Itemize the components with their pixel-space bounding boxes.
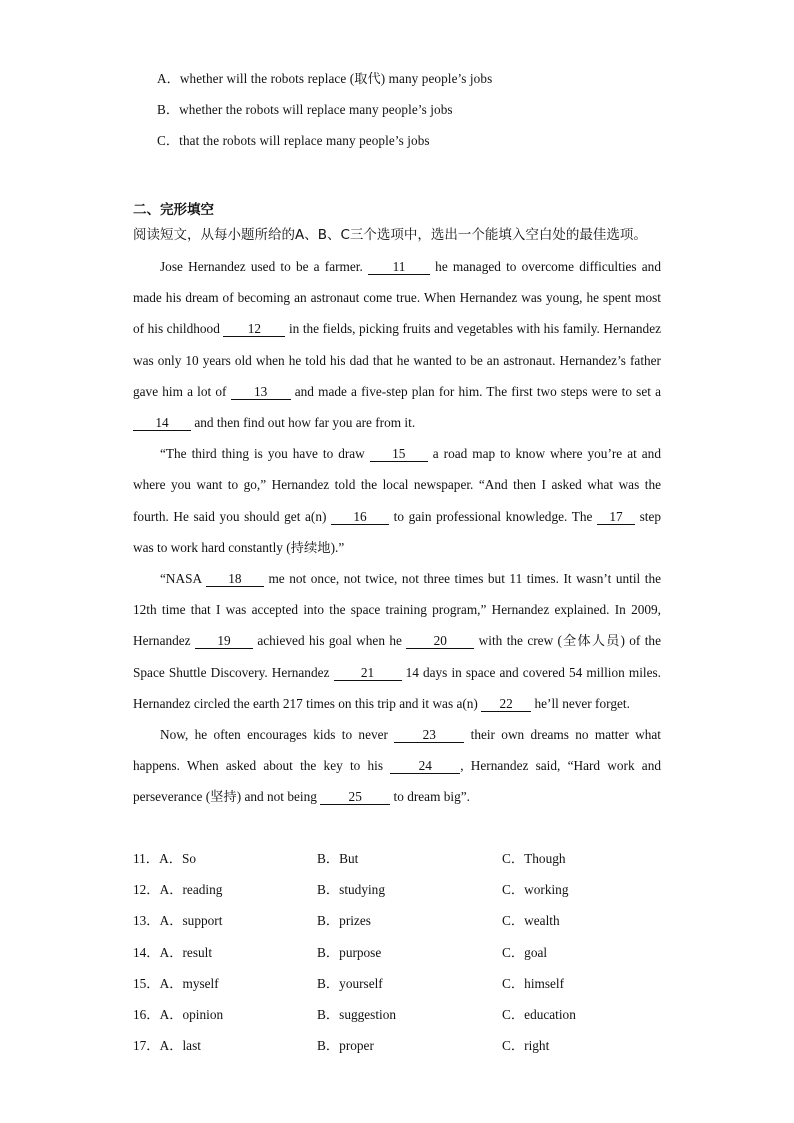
option-a: 11．A．So	[133, 851, 197, 866]
option-a: 12．A．reading	[133, 882, 223, 898]
passage-text: to gain professional knowledge. The	[389, 508, 597, 524]
blank-12: 12	[223, 322, 285, 337]
passage-text: Jose Hernandez used to be a farmer.	[160, 259, 368, 274]
option-a: 15．A．myself	[133, 975, 219, 991]
blank-21: 21	[334, 666, 402, 681]
question-row-14	[133, 938, 673, 969]
question-row-16	[133, 1000, 673, 1031]
passage-text: me not once, not twice, not three times but 11 times. It wasn’t until the 12th time that I was accepted into the space training program,” Hernandez explained. In 2009, Hernandez	[133, 571, 662, 649]
question-row-13	[133, 906, 673, 937]
passage-text: achieved his goal when he	[252, 633, 407, 649]
passage-paragraph-3	[133, 563, 661, 719]
blank-16: 16	[331, 510, 389, 525]
blank-23: 23	[394, 728, 464, 743]
option-b: B．studying	[317, 882, 385, 898]
passage-text: step was to work hard constantly (持续地).”	[133, 508, 662, 555]
passage-text: Now, he often encourages kids to never	[160, 727, 395, 743]
option-b: B．prizes	[317, 913, 371, 929]
blank-18: 18	[206, 572, 264, 587]
option-a: 16．A．opinion	[133, 1006, 224, 1022]
option-c: C．goal	[502, 944, 548, 960]
passage-text: in the fields, picking fruits and vegetables with his family. Hernandez was only 10 years old when he told his dad that he wanted to be an astronaut. Hernandez’s father gave him a lot of	[133, 321, 661, 399]
option-c: C．wealth	[502, 913, 560, 929]
blank-15: 15	[370, 447, 428, 462]
option-c: C．Though	[502, 851, 566, 866]
blank-22: 22	[481, 697, 531, 712]
option-b: B．proper	[317, 1038, 374, 1054]
question-row-15	[133, 969, 673, 1000]
passage-text: he’ll never forget.	[531, 695, 630, 711]
option-a: 14．A．result	[133, 944, 213, 960]
previous-question-option-c: C．that the robots will replace many people’s jobs	[157, 133, 430, 148]
cloze-passage	[133, 251, 661, 813]
passage-text: he managed to overcome difficulties and made his dream of becoming an astronaut come true. When Hernandez was young, he spent most of his childhood	[133, 259, 661, 337]
blank-25: 25	[320, 790, 390, 805]
passage-text: , Hernandez said, “Hard work and perseverance (坚持) and not being	[133, 758, 662, 805]
passage-text: and made a five-step plan for him. The first two steps were to set a	[290, 383, 661, 399]
passage-paragraph-1	[133, 251, 661, 438]
blank-14: 14	[133, 416, 191, 431]
passage-text: and then find out how far you are from it.	[191, 415, 416, 431]
previous-question-option-a: A．whether will the robots replace (取代) many people’s jobs	[157, 71, 493, 86]
passage-text: a road map to know where you’re at and where you want to go,” Hernandez told the local newspaper. “And then I asked what was the fourth. He said you should get a(n)	[133, 446, 661, 524]
blank-17: 17	[597, 510, 635, 525]
option-b: B．purpose	[317, 944, 382, 960]
passage-text: 14 days in space and covered 54 million miles. Hernandez circled the earth 217 times on this trip and it was a(n)	[133, 664, 661, 711]
section-instruction: 阅读短文，从每小题所给的A、B、C三个选项中，选出一个能填入空白处的最佳选项。	[133, 227, 647, 243]
option-c: C．working	[502, 882, 569, 898]
question-row-11	[133, 844, 673, 875]
passage-text: “NASA	[160, 571, 206, 587]
option-c: C．right	[502, 1038, 550, 1054]
option-b: B．suggestion	[317, 1006, 397, 1022]
option-a: 17．A．last	[133, 1038, 201, 1054]
blank-20: 20	[406, 634, 474, 649]
option-b: B．But	[317, 851, 359, 866]
option-c: C．himself	[502, 975, 565, 991]
previous-question-option-b: B．whether the robots will replace many people’s jobs	[157, 102, 453, 117]
passage-paragraph-4	[133, 719, 661, 813]
option-c: C．education	[502, 1006, 576, 1022]
blank-19: 19	[195, 634, 253, 649]
passage-paragraph-2	[133, 438, 661, 563]
blank-13: 13	[231, 385, 291, 400]
section-title: 二、完形填空	[133, 202, 214, 218]
question-row-17	[133, 1031, 673, 1062]
blank-24: 24	[390, 759, 460, 774]
passage-text: to dream big”.	[390, 789, 470, 805]
passage-text: “The third thing is you have to draw	[160, 446, 370, 462]
blank-11: 11	[368, 260, 430, 275]
option-a: 13．A．support	[133, 913, 223, 929]
question-row-12	[133, 875, 673, 906]
passage-text: their own dreams no matter what happens. When asked about the key to his	[133, 727, 662, 774]
option-b: B．yourself	[317, 975, 383, 991]
question-options-list	[133, 844, 673, 1062]
passage-text: with the crew (全体人员) of the Space Shuttle Discovery. Hernandez	[133, 633, 661, 680]
